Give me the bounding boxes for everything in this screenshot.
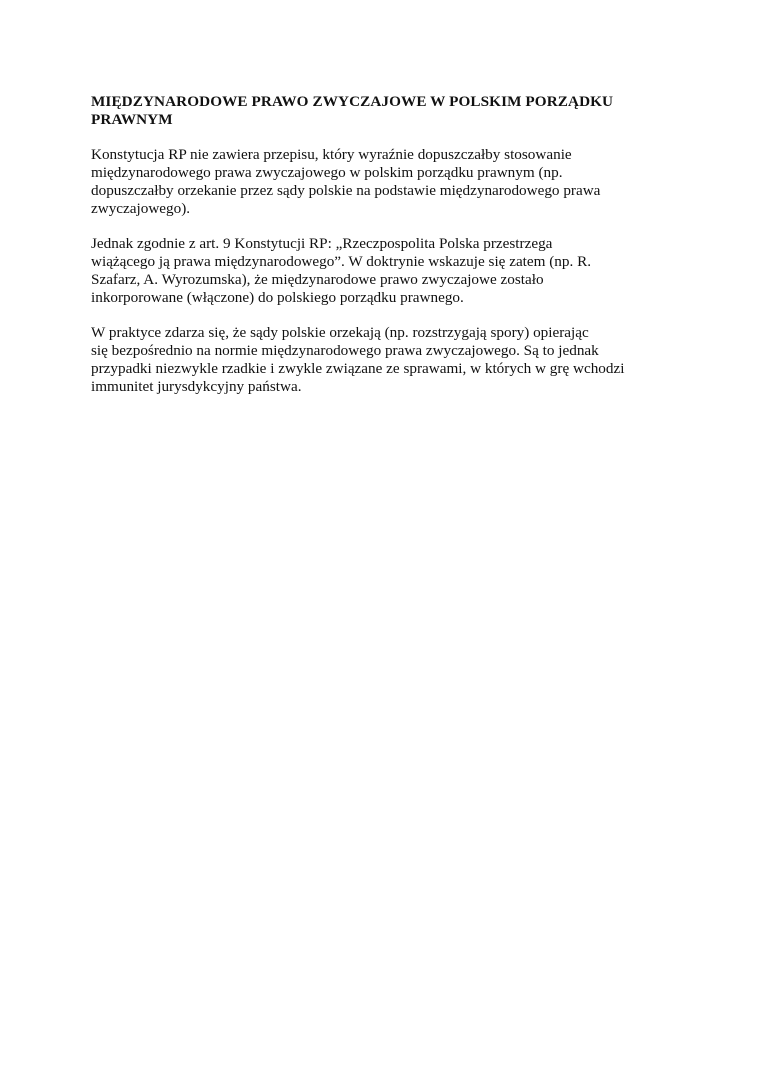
title-line: MIĘDZYNARODOWE PRAWO ZWYCZAJOWE W POLSKIM PORZĄDKU — [91, 93, 614, 110]
paragraph-line: dopuszczałby orzekanie przez sądy polskie na podstawie międzynarodowego prawa — [91, 182, 601, 199]
document-body — [91, 93, 651, 396]
paragraph-line: Szafarz, A. Wyrozumska), że międzynarodowe prawo zwyczajowe zostało — [91, 271, 544, 288]
paragraph-line: międzynarodowego prawa zwyczajowego w polskim porządku prawnym (np. — [91, 164, 563, 181]
paragraph-line: wiążącego ją prawa międzynarodowego”. W doktrynie wskazuje się zatem (np. R. — [91, 253, 592, 270]
paragraph-constitution — [91, 146, 651, 218]
paragraph-line: immunitet jurysdykcyjny państwa. — [91, 378, 302, 395]
paragraph-line: Konstytucja RP nie zawiera przepisu, który wyraźnie dopuszczałby stosowanie — [91, 146, 572, 163]
title-line: PRAWNYM — [91, 111, 173, 128]
paragraph-line: się bezpośrednio na normie międzynarodowego prawa zwyczajowego. Są to jednak — [91, 342, 599, 359]
paragraph-line: inkorporowane (włączone) do polskiego porządku prawnego. — [91, 289, 464, 306]
paragraph-practice — [91, 324, 651, 396]
document-title — [91, 93, 651, 129]
paragraph-article-9 — [91, 235, 651, 307]
paragraph-line: W praktyce zdarza się, że sądy polskie orzekają (np. rozstrzygają spory) opierając — [91, 324, 589, 341]
paragraph-line: zwyczajowego). — [91, 200, 191, 217]
paragraph-line: przypadki niezwykle rzadkie i zwykle związane ze sprawami, w których w grę wchodzi — [91, 360, 625, 377]
paragraph-line: Jednak zgodnie z art. 9 Konstytucji RP: „Rzeczpospolita Polska przestrzega — [91, 235, 553, 252]
